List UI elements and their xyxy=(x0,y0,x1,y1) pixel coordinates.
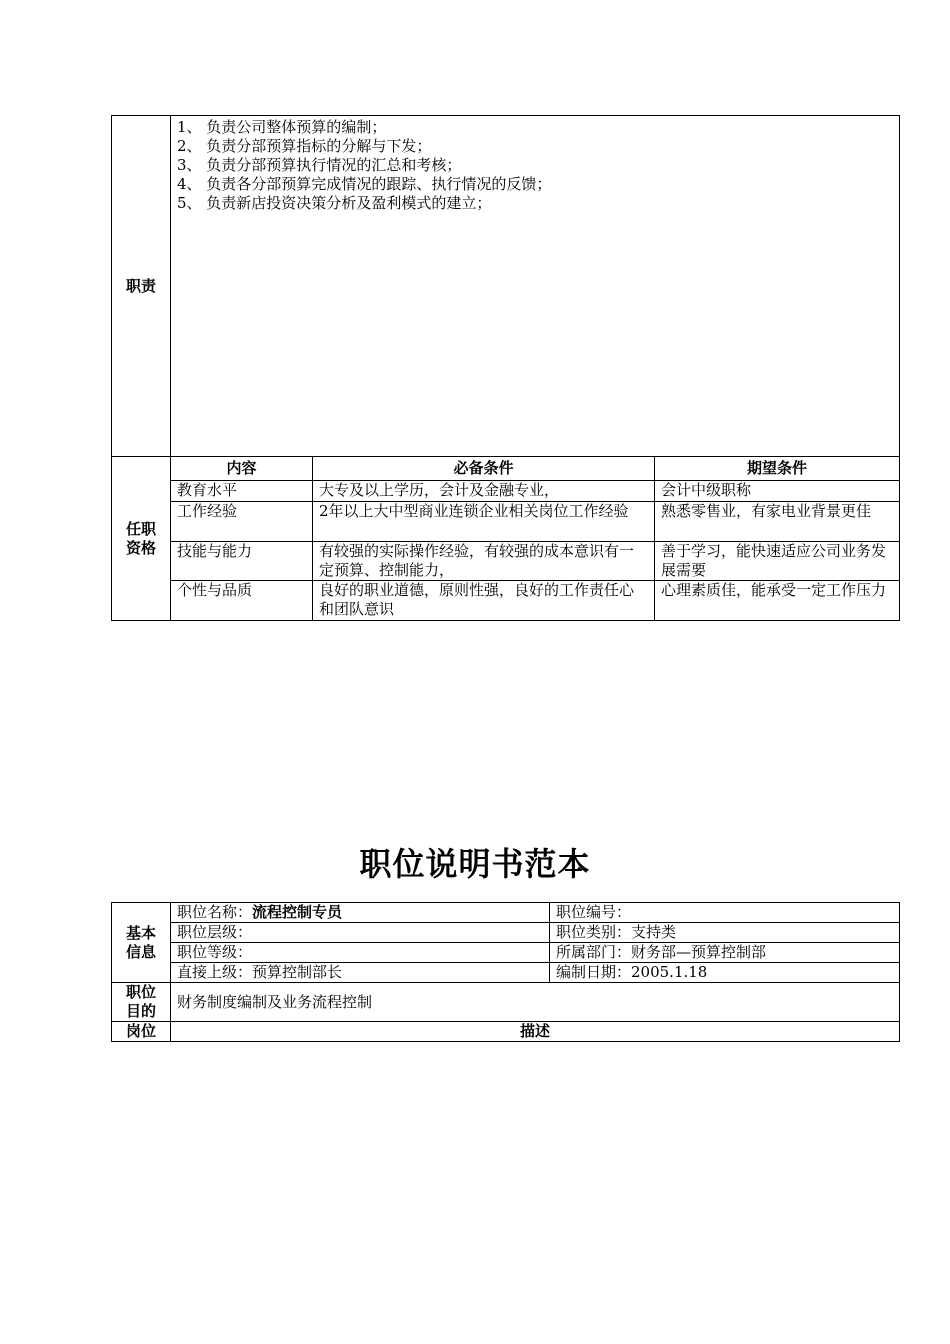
duty-item: 3、 负责分部预算执行情况的汇总和考核； xyxy=(177,156,462,174)
duty-item: 2、 负责分部预算指标的分解与下发； xyxy=(177,137,432,155)
header-expected: 期望条件 xyxy=(655,457,900,481)
header-required: 必备条件 xyxy=(313,457,655,481)
table-cell: 良好的职业道德，原则性强，良好的工作责任心和团队意识 xyxy=(313,581,655,621)
position-category: 职位类别：支持类 xyxy=(550,923,900,943)
position-grade: 职位等级： xyxy=(171,943,550,963)
table-cell: 熟悉零售业，有家电业背景更佳 xyxy=(655,502,900,542)
table-cell: 有较强的实际操作经验，有较强的成本意识有一定预算、控制能力， xyxy=(313,542,655,581)
table-cell: 善于学习，能快速适应公司业务发展需要 xyxy=(655,542,900,581)
department: 所属部门：财务部—预算控制部 xyxy=(550,943,900,963)
upper-table xyxy=(111,115,900,621)
duties-cell xyxy=(171,116,900,457)
purpose-value: 财务制度编制及业务流程控制 xyxy=(171,983,900,1022)
header-content: 内容 xyxy=(171,457,313,481)
duty-item: 1、 负责公司整体预算的编制； xyxy=(177,118,387,136)
position-name-value: 流程控制专员 xyxy=(252,903,343,921)
compile-date: 编制日期：2005.1.18 xyxy=(550,963,900,983)
description-label: 描述 xyxy=(171,1022,900,1042)
table-cell: 工作经验 xyxy=(171,502,313,542)
table-cell: 2年以上大中型商业连锁企业相关岗位工作经验 xyxy=(313,502,655,542)
table-cell: 教育水平 xyxy=(171,481,313,502)
duties-label: 职责 xyxy=(112,116,171,457)
position-name-label: 职位名称： xyxy=(177,903,253,921)
post-label: 岗位 xyxy=(112,1022,171,1042)
table-cell: 心理素质佳，能承受一定工作压力 xyxy=(655,581,900,621)
purpose-label: 职位目的 xyxy=(112,983,171,1022)
position-name-cell xyxy=(171,903,550,923)
table-cell: 大专及以上学历，会计及金融专业， xyxy=(313,481,655,502)
duty-item: 5、 负责新店投资决策分析及盈利模式的建立； xyxy=(177,194,492,212)
position-level: 职位层级： xyxy=(171,923,550,943)
document-title: 职位说明书范本 xyxy=(359,845,591,883)
direct-superior: 直接上级：预算控制部长 xyxy=(171,963,550,983)
table-cell: 个性与品质 xyxy=(171,581,313,621)
position-code: 职位编号： xyxy=(550,903,900,923)
table-cell: 技能与能力 xyxy=(171,542,313,581)
basic-info-label: 基本信息 xyxy=(112,903,171,983)
lower-table xyxy=(111,902,900,1042)
table-cell: 会计中级职称 xyxy=(655,481,900,502)
qualification-label: 任职资格 xyxy=(112,457,171,621)
duty-item: 4、 负责各分部预算完成情况的跟踪、执行情况的反馈； xyxy=(177,175,552,193)
